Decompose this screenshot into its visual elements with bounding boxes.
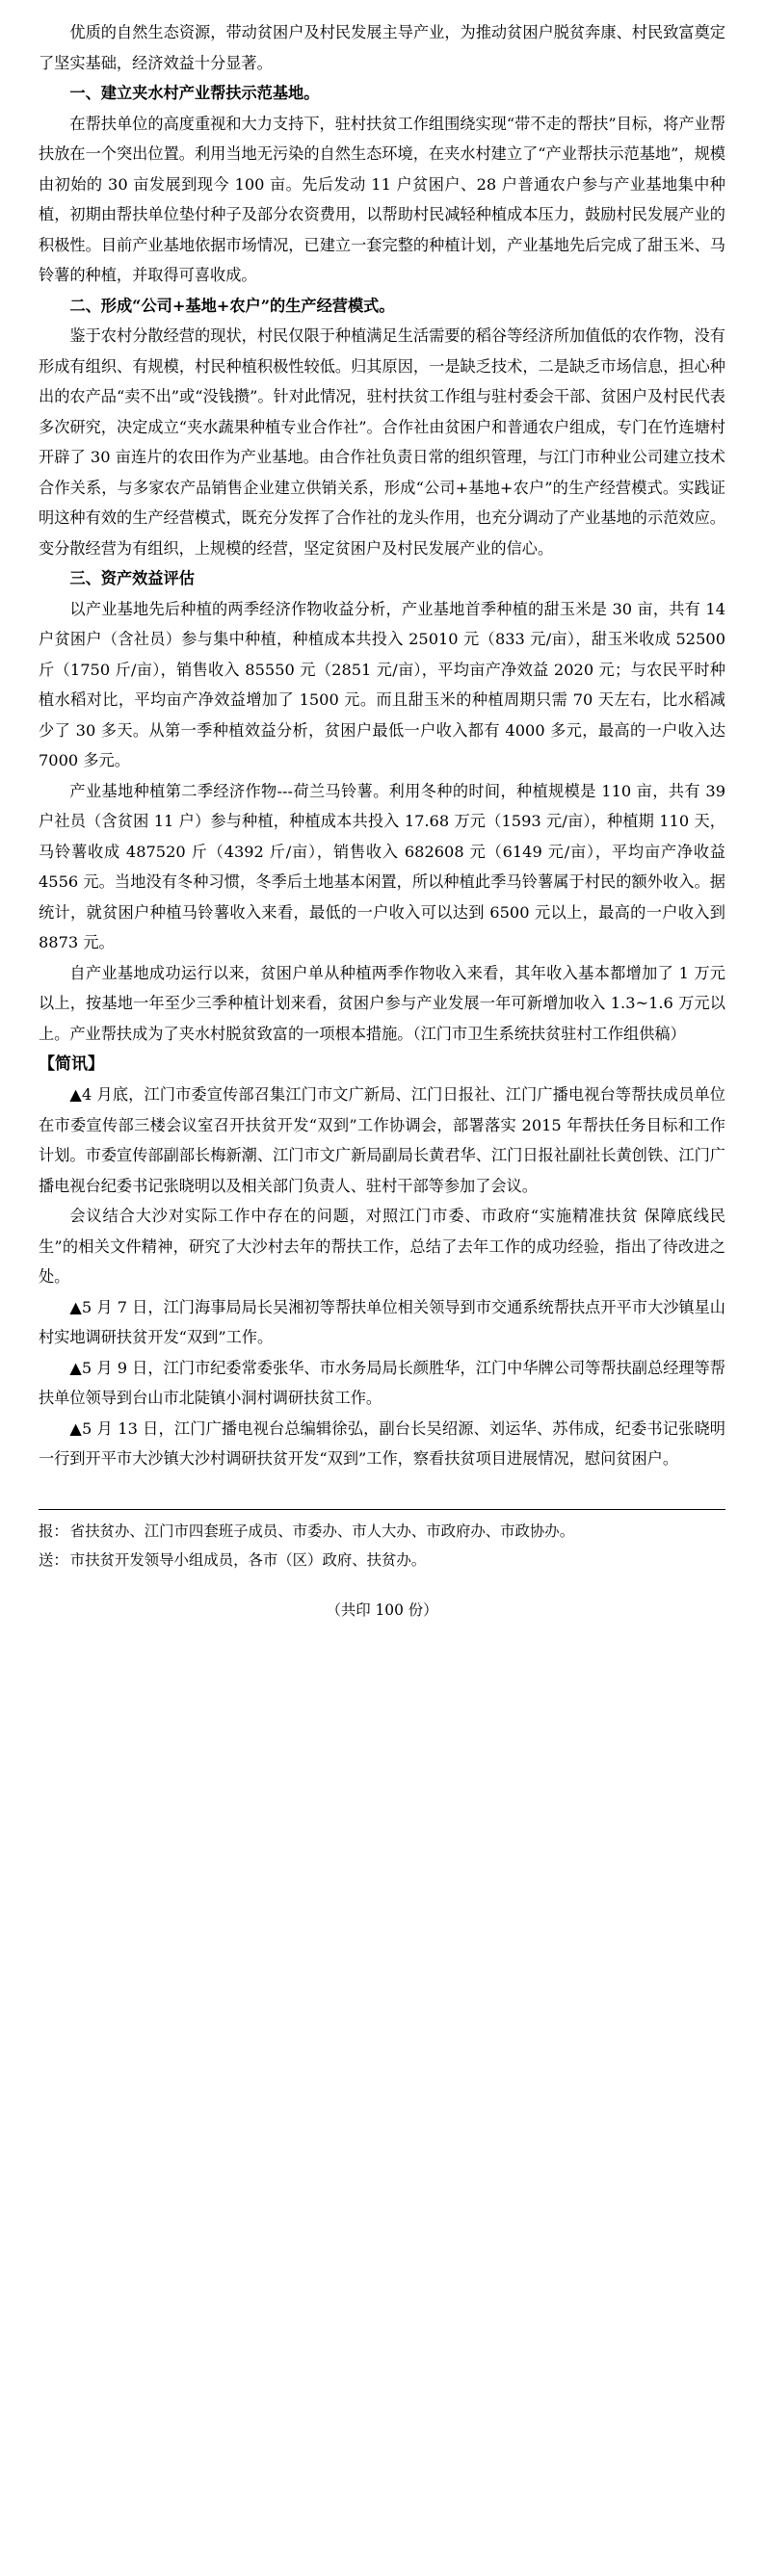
brief-item-5: ▲5 月 13 日，江门广播电视台总编辑徐弘，副台长吴绍源、刘运华、苏伟成，纪委书记张晓明一行到开平市大沙镇大沙村调研扶贫开发“双到”工作，察看扶贫项目进展情况，慰问贫困户。: [39, 1418, 725, 1468]
distribution-text-send: 市扶贫开发领导小组成员，各市（区）政府、扶贫办。: [69, 1550, 427, 1569]
paragraph-1: 优质的自然生态资源，带动贫困户及村民发展主导产业，为推动贫困户脱贫奔康、村民致富奠定了坚实基础，经济效益十分显著。: [39, 23, 725, 72]
brief-item-4: ▲5 月 9 日，江门市纪委常委张华、市水务局局长颜胜华，江门中华牌公司等帮扶副总经理等帮扶单位领导到台山市北陡镇小洞村调研扶贫工作。: [39, 1358, 725, 1407]
briefs-section-title: 【简讯】: [39, 1054, 104, 1074]
paragraph-2: 在帮扶单位的高度重视和大力支持下，驻村扶贫工作组围绕实现“带不走的帮扶”目标，将产业帮扶放在一个突出位置。利用当地无污染的自然生态环境，在夹水村建立了“产业帮扶示范基地”，规模由初始的 30 亩发展到现今 100 亩。先后发动 11 户贫困户、28 户普通农户参与产业基地集中种植，初期由帮扶单位垫付种子及部分农资费用，以帮助村民减轻种植成本压力，鼓励村民发展产业的积极性。目前产业基地依据市场情况，已建立一套完整的种植计划，产业基地先后完成了甜玉米、马铃薯的种植，并取得可喜收成。: [39, 114, 725, 284]
paragraph-6: 自产业基地成功运行以来，贫困户单从种植两季作物收入来看，其年收入基本都增加了 1 万元以上，按基地一年至少三季种植计划来看，贫困户参与产业发展一年可新增加收入 1.3~1.6 万元以上。产业帮扶成为了夹水村脱贫致富的一项根本措施。（江门市卫生系统扶贫驻村工作组供稿）: [39, 963, 725, 1043]
brief-item-1: ▲4 月底，江门市委宣传部召集江门市文广新局、江门日报社、江门广播电视台等帮扶成员单位在市委宣传部三楼会议室召开扶贫开发“双到”工作协调会，部署落实 2015 年帮扶任务目标和工作计划。市委宣传部副部长梅新潮、江门市文广新局副局长黄君华、江门日报社副社长黄创铁、江门广播电视台纪委书记张晓明以及相关部门负责人、驻村干部等参加了会议。: [39, 1085, 725, 1195]
section-heading-2: 二、形成“公司+基地+农户”的生产经营模式。: [69, 296, 395, 315]
section-heading-3: 三、资产效益评估: [69, 569, 195, 587]
brief-item-3: ▲5 月 7 日，江门海事局局长吴湘初等帮扶单位相关领导到市交通系统帮扶点开平市大沙镇星山村实地调研扶贫开发“双到”工作。: [39, 1297, 725, 1346]
distribution-label-send: 送：: [39, 1550, 68, 1569]
footer-divider: [39, 1509, 725, 1510]
distribution-text-report: 省扶贫办、江门市四套班子成员、市委办、市人大办、市政府办、市政协办。: [69, 1522, 575, 1540]
distribution-row-send: [39, 1547, 725, 1574]
paragraph-3: 鉴于农村分散经营的现状，村民仅限于种植满足生活需要的稻谷等经济所加值低的农作物，没有形成有组织、有规模，村民种植积极性较低。归其原因，一是缺乏技术，二是缺乏市场信息，担心种出的农产品“卖不出”或“没钱攒”。针对此情况，驻村扶贫工作组与驻村委会干部、贫困户及村民代表多次研究，决定成立“夹水蔬果种植专业合作社”。合作社由贫困户和普通农户组成，专门在竹连塘村开辟了 30 亩连片的农田作为产业基地。由合作社负责日常的组织管理，与江门市种业公司建立技术合作关系，与多家农产品销售企业建立供销关系，形成“公司+基地+农户”的生产经营模式。实践证明这种有效的生产经营模式，既充分发挥了合作社的龙头作用，也充分调动了产业基地的示范效应。变分散经营为有组织，上规模的经营，坚定贫困户及村民发展产业的信心。: [39, 326, 725, 558]
paragraph-5: 产业基地种植第二季经济作物---荷兰马铃薯。利用冬种的时间，种植规模是 110 亩，共有 39 户社员（含贫困 11 户）参与种植，种植成本共投入 17.68 万元（1593 元/亩），种植期 110 天，马铃薯收成 487520 斤（4392 斤/亩），销售收入 682608 元（6149 元/亩），平均亩产净收益 4556 元。当地没有冬种习惯，冬季后土地基本闲置，所以种植此季马铃薯属于村民的额外收入。据统计，就贫困户种植马铃薯收入来看，最低的一户收入可以达到 6500 元以上，最高的一户收入到 8873 元。: [39, 781, 725, 951]
section-heading-1: 一、建立夹水村产业帮扶示范基地。: [69, 84, 320, 102]
distribution-block: [39, 1499, 725, 1574]
brief-item-2: 会议结合大沙对实际工作中存在的问题，对照江门市委、市政府“实施精准扶贫 保障底线民生”的相关文件精神，研究了大沙村去年的帮扶工作，总结了去年工作的成功经验，指出了待改进之处。: [39, 1207, 725, 1286]
print-count: （共印 100 份）: [326, 1600, 438, 1619]
paragraph-4: 以产业基地先后种植的两季经济作物收益分析，产业基地首季种植的甜玉米是 30 亩，共有 14 户贫困户（含社员）参与集中种植，种植成本共投入 25010 元（833 元/亩），甜玉米收成 52500 斤（1750 斤/亩），销售收入 85550 元（2851 元/亩），平均亩产净效益 2020 元；与农民平时种植水稻对比，平均亩产净效益增加了 1500 元。而且甜玉米的种植周期只需 70 天左右，比水稻减少了 30 多天。从第一季种植效益分析，贫困户最低一户收入都有 4000 多元，最高的一户收入达 7000 多元。: [39, 599, 725, 769]
distribution-label-report: 报：: [39, 1522, 68, 1540]
document-body: [39, 17, 725, 1474]
distribution-row-report: [39, 1518, 725, 1545]
